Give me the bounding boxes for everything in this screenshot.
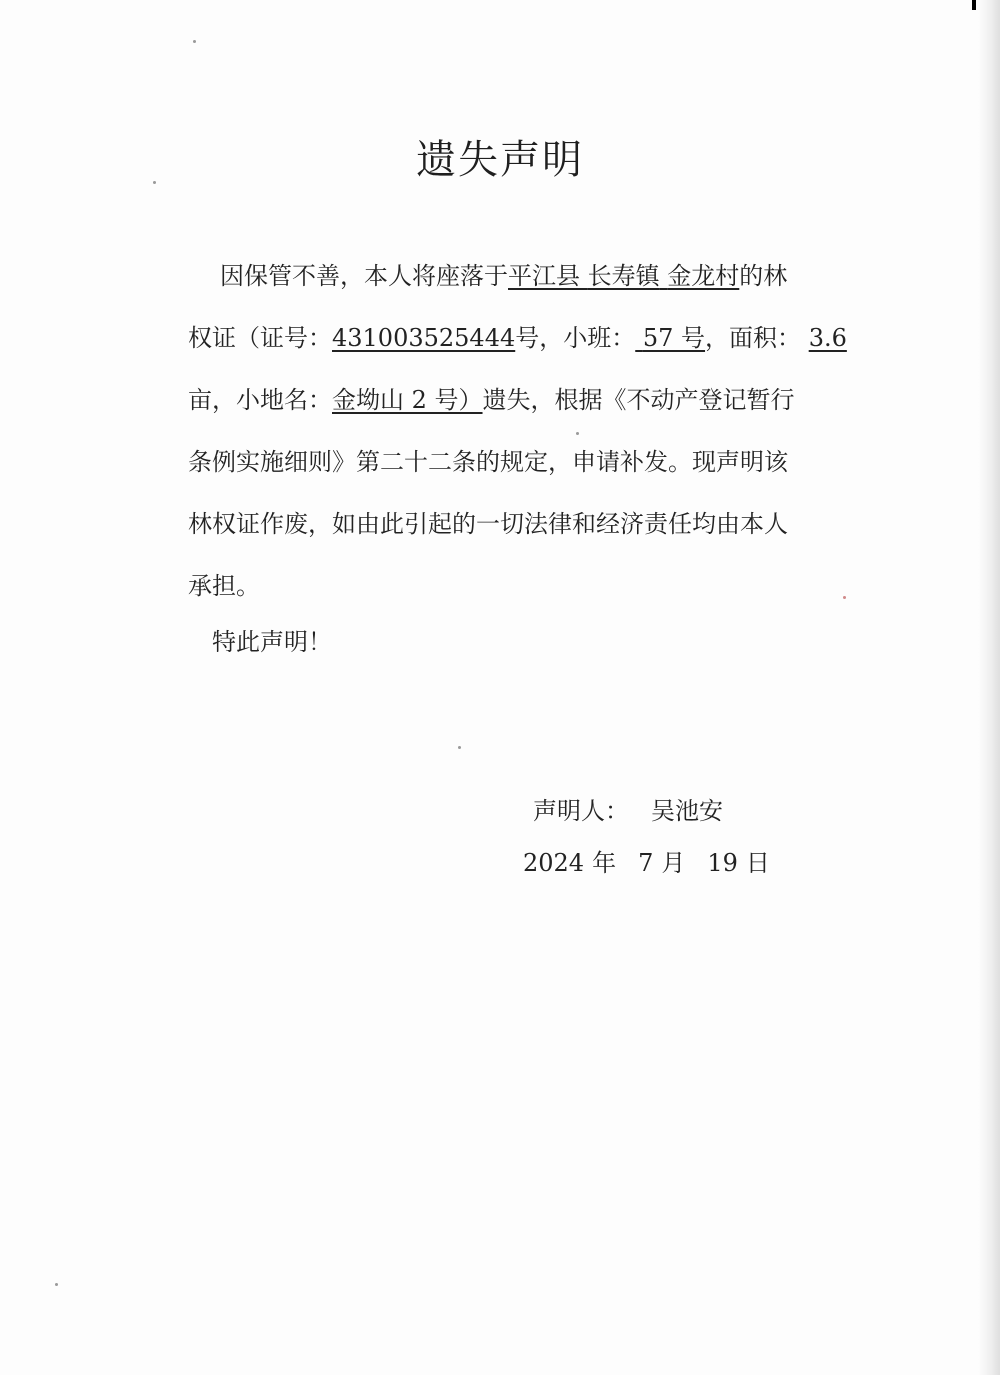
declarant-label: 声明人： (533, 797, 629, 825)
text-segment: 遗失，根据《不动产登记暂行 (482, 386, 795, 414)
date-year: 2024 (523, 849, 585, 877)
date-row (523, 837, 770, 889)
village-name: 金龙村 (667, 262, 740, 290)
scan-shadow-edge (978, 0, 1000, 1375)
text-segment: ，面积： (705, 324, 802, 352)
town-name: 长寿镇 (587, 262, 660, 290)
scan-speck (55, 1283, 58, 1286)
date-day-unit: 日 (745, 849, 770, 877)
scan-speck (193, 40, 196, 43)
underline-space (635, 324, 643, 352)
certificate-number: 431003525444 (332, 324, 516, 352)
subplot-number: 57 号 (642, 324, 706, 352)
declarant-row (533, 785, 770, 837)
paragraph-line-5: 林权证作废，如由此引起的一切法律和经济责任均由本人 (188, 510, 788, 538)
place-name: 金坳山 2 号） (332, 386, 483, 414)
date-month-unit: 月 (661, 849, 686, 877)
text-segment: 因保管不善，本人将座落于 (220, 262, 508, 290)
document-title: 遗失声明 (416, 137, 584, 183)
paragraph-line-6: 承担。 (188, 572, 260, 600)
text-space (801, 324, 809, 352)
paragraph-line-3 (188, 369, 836, 431)
date-month: 7 (638, 849, 654, 877)
text-segment: 的林 (739, 262, 788, 290)
signature-block (523, 785, 770, 889)
date-day: 19 (707, 849, 738, 877)
text-segment: 亩，小地名： (188, 386, 332, 414)
text-segment: 号，小班： (515, 324, 636, 352)
text-segment: 权证（证号： (188, 324, 332, 352)
paragraph-line-2 (188, 307, 847, 369)
closing-remark: 特此声明！ (212, 628, 332, 656)
county-name: 平江县 (508, 262, 580, 290)
paragraph-line-4: 条例实施细则》第二十二条的规定，申请补发。现声明该 (188, 448, 788, 476)
date-year-unit: 年 (592, 849, 617, 877)
scan-speck (843, 596, 846, 599)
scan-artifact-mark (972, 0, 976, 10)
scan-speck (458, 746, 461, 749)
underline-space (580, 262, 588, 290)
statement-paragraph (188, 245, 847, 617)
paragraph-line-1 (188, 245, 836, 307)
declarant-name: 吴池安 (651, 797, 723, 825)
area-value: 3.6 (808, 324, 847, 352)
